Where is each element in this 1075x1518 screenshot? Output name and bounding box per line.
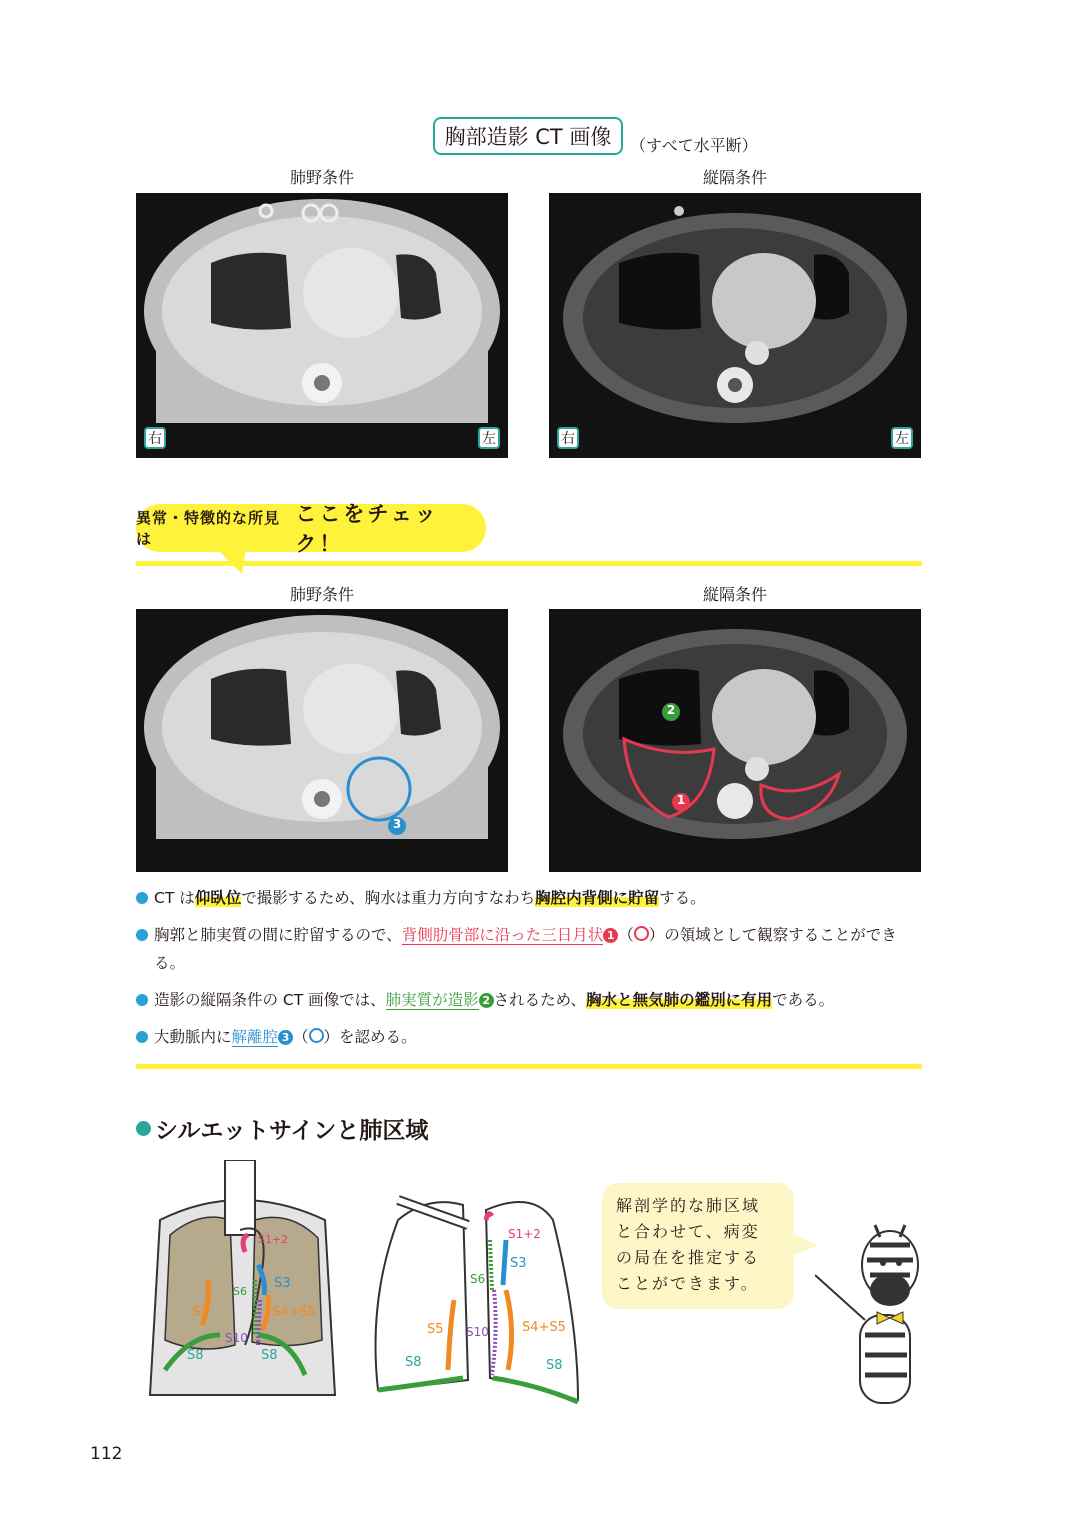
label-s8-right: S8: [405, 1355, 422, 1370]
section-divider-top: [136, 561, 922, 566]
chest-xray-segment-diagram: [140, 1160, 345, 1400]
zebra-mascot-icon: [815, 1215, 920, 1405]
label-s1-2: S1+2: [258, 1233, 289, 1246]
left-side-label: 左: [891, 427, 913, 449]
finding-item: 胸郭と肺実質の間に貯留するので、背側肋骨部に沿った三日月状 1 （ ）の領域として観察することができる。: [136, 921, 922, 977]
label-s8-left: S8: [546, 1358, 563, 1373]
label-s10: S10: [466, 1325, 489, 1339]
ct-image-lung-window-annotated: [136, 609, 508, 872]
label-s4-s5: S4+S5: [272, 1305, 316, 1320]
page-number: 112: [90, 1444, 123, 1464]
ct-image-mediastinal-window-top: [549, 193, 921, 458]
right-side-label: 右: [144, 427, 166, 449]
label-s3: S3: [274, 1276, 291, 1291]
finding-item: CT は仰臥位で撮影するため、胸水は重力方向すなわち胸腔内背側に貯留する。: [136, 884, 922, 912]
marker-3: 3: [392, 817, 402, 831]
caption-lung-window: 肺野条件: [289, 585, 354, 604]
bullet-dot-icon: [136, 1121, 151, 1136]
section-divider-bottom: [136, 1064, 922, 1069]
findings-list: [136, 884, 922, 1060]
caption-mediastinal-window: 縦隔条件: [702, 168, 767, 187]
finding-item: 造影の縦隔条件の CT 画像では、肺実質が造影 2 されるため、胸水と無気肺の鑑別に有用である。: [136, 986, 922, 1014]
left-side-label: 左: [478, 427, 500, 449]
label-s8-left: S8: [261, 1348, 278, 1363]
label-s5: S5: [427, 1322, 444, 1337]
caption-mediastinal-window: 縦隔条件: [702, 585, 767, 604]
label-s5: S5: [192, 1305, 209, 1320]
ct-image-lung-window-top: [136, 193, 508, 458]
zebra-speech-bubble: 解剖学的な肺区域 と合わせて、病変 の局在を推定する ことができます。: [602, 1183, 794, 1309]
marker-1: 1: [676, 793, 686, 807]
label-s8-right: S8: [187, 1348, 204, 1363]
figure-title: 胸部造影 CT 画像: [433, 117, 623, 155]
right-side-label: 右: [557, 427, 579, 449]
section-heading: シルエットサインと肺区域: [136, 1112, 428, 1145]
check-bubble: 異常・特徴的な所見は ここをチェック！: [136, 504, 486, 552]
label-s10: S10: [225, 1331, 248, 1345]
marker-2: 2: [666, 703, 676, 717]
label-s4-s5: S4+S5: [522, 1320, 566, 1335]
label-s3: S3: [510, 1256, 527, 1271]
label-s6: S6: [233, 1285, 247, 1298]
red-circle-icon: [634, 926, 649, 941]
finding-item: 大動脈内に解離腔 3 （ ）を認める。: [136, 1023, 922, 1051]
caption-lung-window: 肺野条件: [289, 168, 354, 187]
label-s1-2: S1+2: [508, 1227, 541, 1241]
blue-circle-icon: [309, 1028, 324, 1043]
label-s6: S6: [470, 1272, 486, 1286]
ct-image-mediastinal-window-annotated: [549, 609, 921, 872]
figure-title-note: （すべて水平断）: [630, 136, 758, 155]
